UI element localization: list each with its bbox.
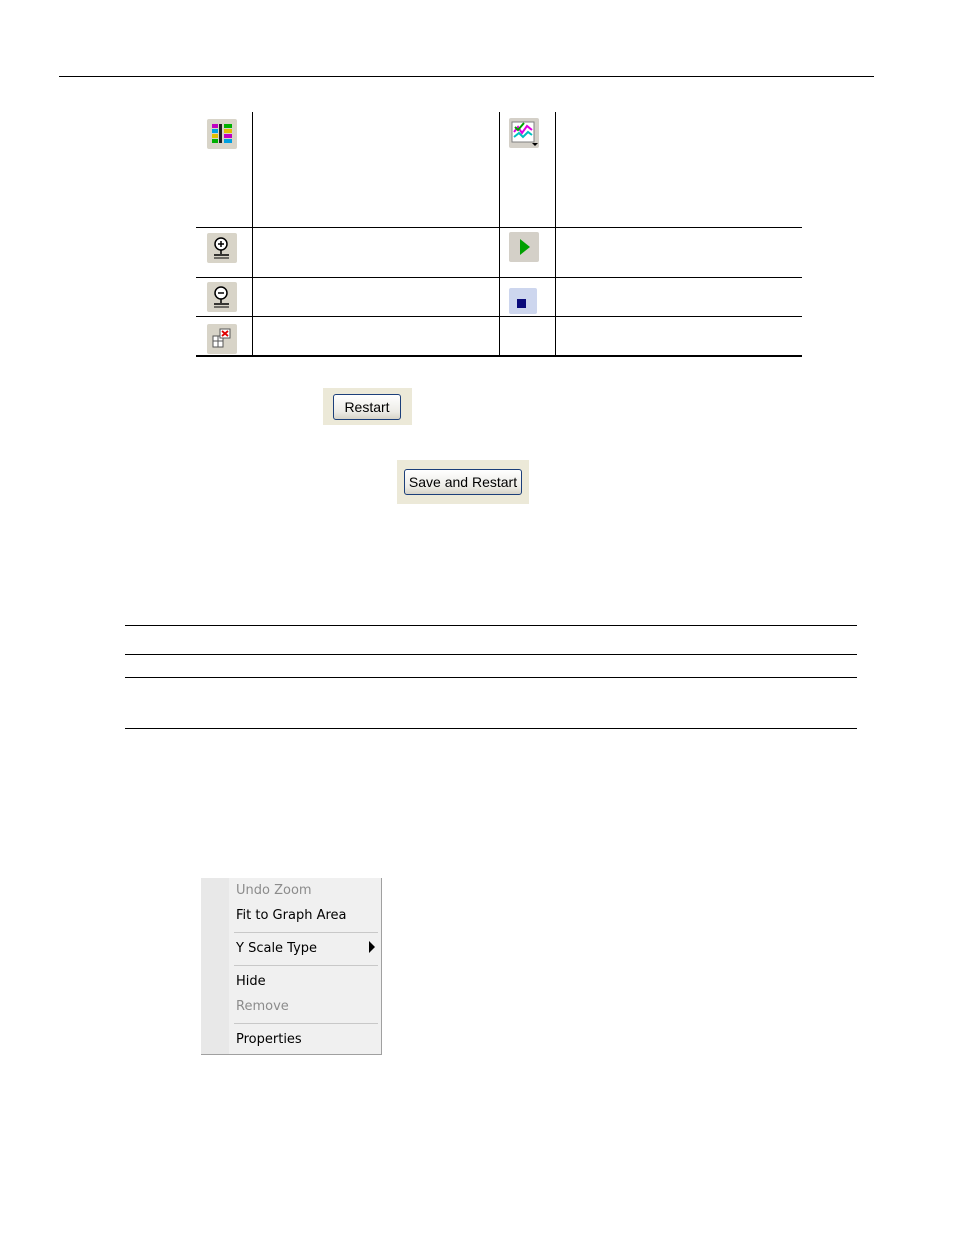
submenu-arrow-icon — [369, 941, 375, 953]
page-header-rule — [59, 76, 874, 77]
run-icon[interactable] — [509, 232, 539, 262]
table-rule — [125, 728, 857, 729]
menu-item-hide[interactable]: Hide — [236, 974, 266, 989]
table-row-divider — [196, 277, 802, 278]
graph-layout-icon[interactable] — [207, 119, 237, 149]
menu-separator — [234, 932, 378, 933]
table-column-divider — [555, 112, 556, 356]
graph-properties-icon[interactable] — [509, 118, 539, 148]
menu-separator — [234, 965, 378, 966]
table-rule — [125, 654, 857, 655]
menu-item-y-scale-type[interactable]: Y Scale Type — [236, 941, 318, 956]
table-rule — [125, 677, 857, 678]
table-row-divider — [196, 316, 802, 317]
restart-button-frame — [323, 388, 412, 425]
table-column-divider — [252, 112, 253, 356]
table-column-divider — [499, 112, 500, 356]
table-rule — [125, 625, 857, 626]
stop-icon[interactable] — [509, 288, 537, 314]
menu-separator — [234, 1023, 378, 1024]
save-and-restart-button[interactable]: Save and Restart — [404, 469, 522, 495]
menu-item-fit-to-graph-area[interactable]: Fit to Graph Area — [236, 908, 347, 923]
menu-item-undo-zoom[interactable]: Undo Zoom — [236, 883, 312, 898]
zoom-in-icon[interactable] — [207, 233, 237, 263]
table-row-divider — [196, 227, 802, 228]
menu-item-properties[interactable]: Properties — [236, 1032, 302, 1047]
context-menu-gutter — [201, 878, 229, 1054]
restart-button[interactable]: Restart — [333, 394, 401, 420]
menu-item-remove[interactable]: Remove — [236, 999, 289, 1014]
zoom-out-icon[interactable] — [207, 282, 237, 312]
remove-graph-icon[interactable] — [207, 324, 237, 354]
table-bottom-rule — [196, 355, 802, 357]
context-menu — [201, 878, 382, 1055]
save-and-restart-button-frame — [397, 460, 529, 504]
